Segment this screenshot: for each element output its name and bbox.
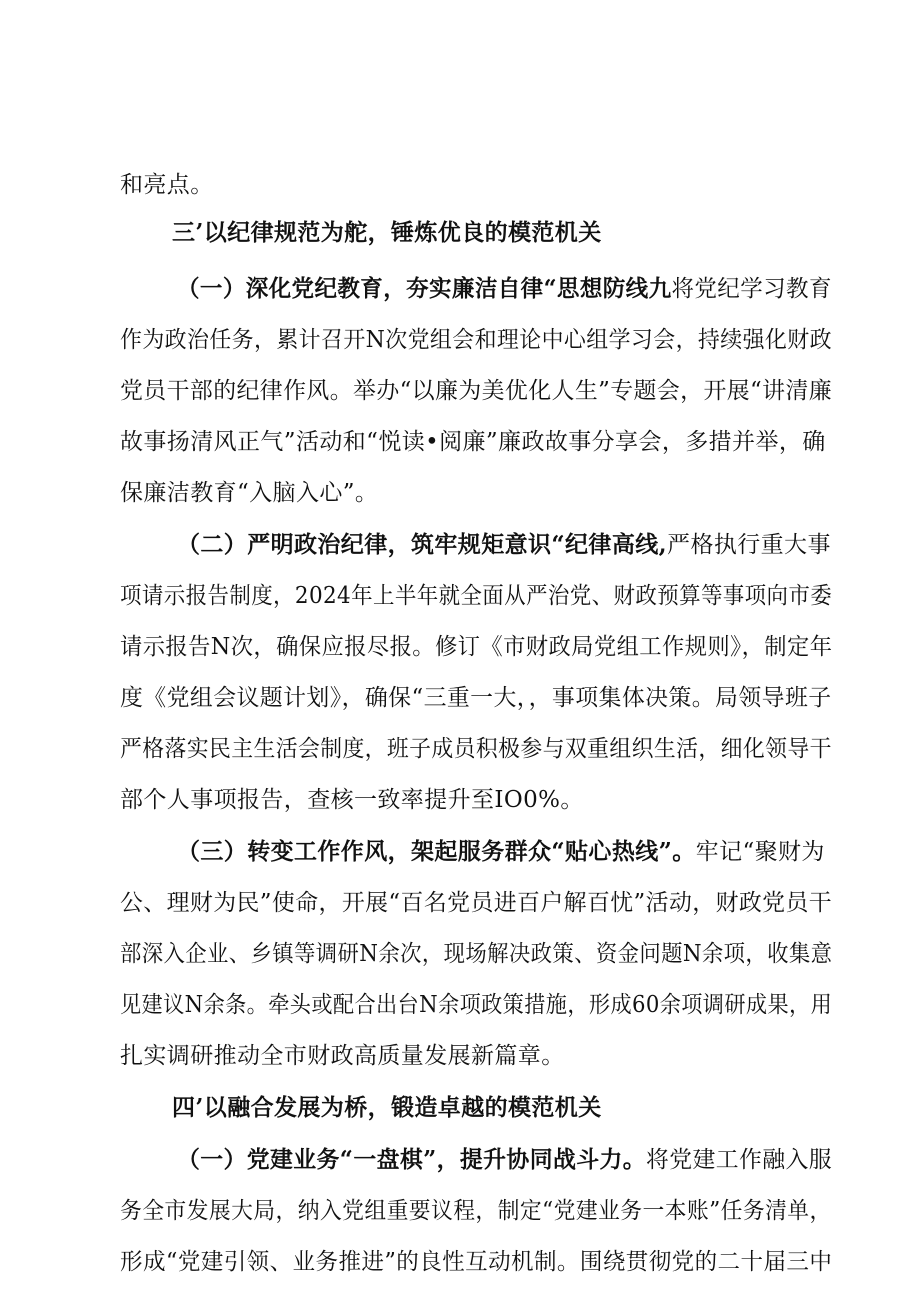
paragraph-line — [120, 785, 584, 815]
body-text: 扎实调研推动全市财政高质量发展新篇章。 — [120, 1043, 565, 1069]
body-text: 将党纪学习教育 — [671, 276, 832, 302]
paragraph-line — [120, 376, 832, 406]
body-text: 保廉洁教育“入脑入心”。 — [120, 480, 379, 506]
body-text: 牢记“聚财为 — [695, 839, 825, 865]
paragraph-line — [177, 1145, 832, 1175]
body-text: 项请示报告制度，2024年上半年就全面从严治党、财政预算等事项向市委 — [120, 583, 833, 609]
paragraph-line — [177, 530, 831, 560]
paragraph-line — [177, 837, 825, 867]
body-text: 严格执行重大事 — [667, 532, 831, 558]
paragraph-line — [120, 683, 832, 713]
paragraph-line — [120, 478, 378, 508]
body-text: 度《党组会议题计划》，确保“三重一大，，事项集体决策。局领导班子 — [120, 685, 832, 711]
subheading-text: （三）转变工作作风，架起服务群众“贴心热线”。 — [177, 838, 696, 865]
body-text: 公、理财为民”使命，开展“百名党员进百户解百忧”活动，财政党员干 — [120, 890, 833, 916]
body-text: 见建议N余条。牵头或配合出台N余项政策措施，形成60余项调研成果，用 — [120, 992, 833, 1018]
body-text: 严格落实民主生活会制度，班子成员积极参与双重组织生活，细化领导干 — [120, 736, 832, 762]
paragraph-line — [120, 170, 214, 200]
paragraph-line — [120, 581, 832, 611]
paragraph-line — [177, 274, 832, 304]
paragraph-line — [120, 427, 826, 457]
body-text: 务全市发展大局，纳入党组重要议程，制定“党建业务一本账”任务清单， — [120, 1198, 832, 1224]
body-text: 党员干部的纪律作风。举办“以廉为美优化人生”专题会，开展“讲清廉 — [120, 378, 833, 404]
subheading-text: （二）严明政治纪律，筑牢规矩意识“纪律高线, — [177, 531, 668, 558]
body-text: 和亮点。 — [120, 172, 214, 198]
body-text: 部个人事项报告，查核一致率提升至IO0%。 — [120, 787, 584, 813]
body-text: 作为政治任务，累计召开N次党组会和理论中心组学习会，持续强化财政 — [120, 327, 832, 353]
body-text: 部深入企业、乡镇等调研N余次，现场解决政策、资金问题N余项，收集意 — [120, 941, 833, 967]
paragraph-line — [120, 734, 832, 764]
body-text: 请示报告N次，确保应报尽报。修订《市财政局党组工作规则》，制定年 — [120, 634, 833, 660]
section-heading — [172, 218, 602, 248]
paragraph-line — [120, 888, 832, 918]
section-heading — [172, 1093, 602, 1123]
body-text: 将党建工作融入服 — [645, 1147, 833, 1173]
paragraph-line — [120, 325, 832, 355]
paragraph-line — [120, 1196, 832, 1226]
paragraph-line — [120, 1041, 565, 1071]
body-text: 形成“党建引领、业务推进”的良性互动机制。围绕贯彻党的二十届三中 — [120, 1249, 833, 1275]
paragraph-line — [120, 632, 832, 662]
subheading-text: （一）深化党纪教育，夯实廉洁自律“思想防线九 — [177, 275, 672, 302]
paragraph-line — [120, 1247, 832, 1277]
paragraph-line — [120, 939, 832, 969]
heading-text: 三’以纪律规范为舵，锤炼优良的模范机关 — [172, 219, 602, 246]
heading-text: 四’以融合发展为桥，锻造卓越的模范机关 — [172, 1094, 602, 1121]
body-text: 故事扬清风正气”活动和“悦读•阅廉”廉政故事分享会，多措并举，确 — [120, 429, 826, 455]
paragraph-line — [120, 990, 832, 1020]
subheading-text: （一）党建业务“一盘棋”，提升协同战斗力。 — [177, 1146, 646, 1173]
